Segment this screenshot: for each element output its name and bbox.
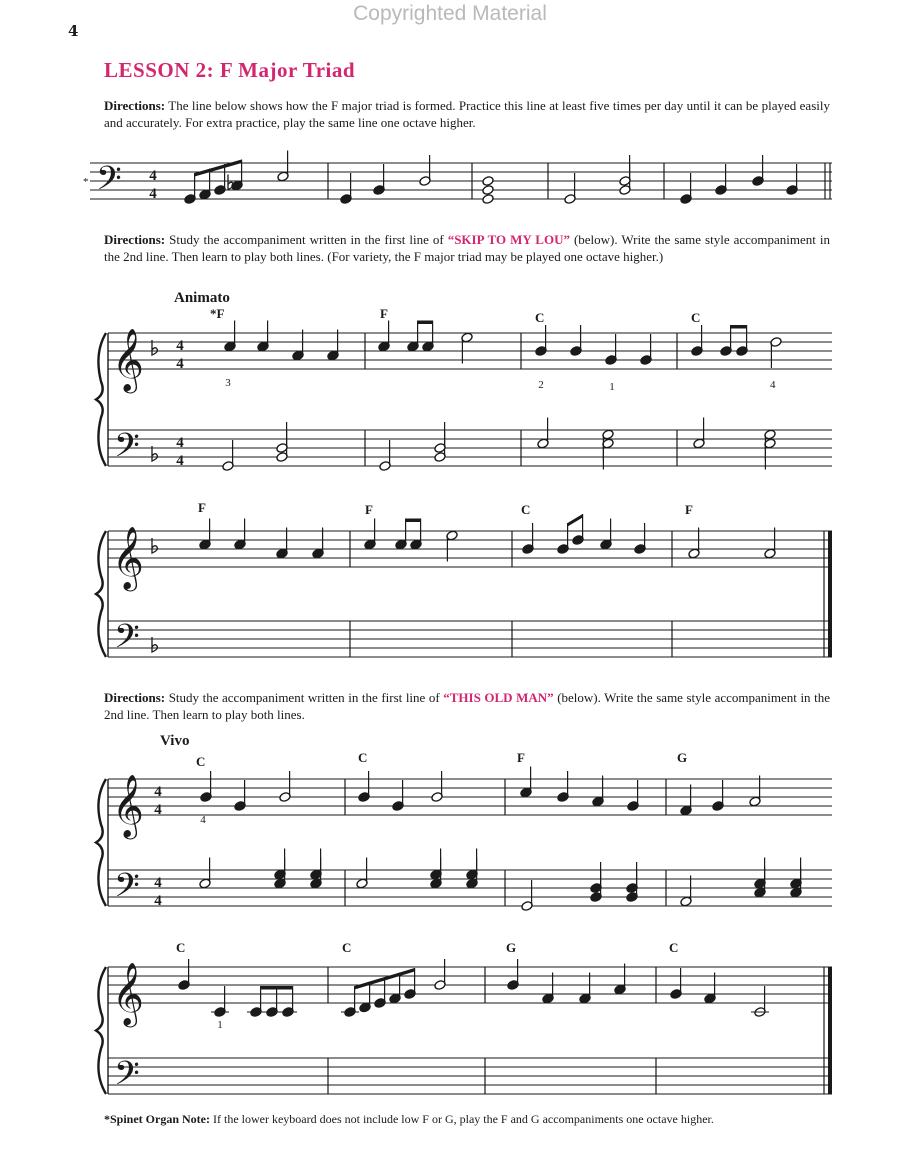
time-signature: 4 <box>154 893 162 909</box>
directions-text: (below). Write the same style accompaniment in the 2nd line. Then learn to play both lines. (For variety, the F major triad may be played one octave higher.) <box>104 232 830 264</box>
time-signature: 4 <box>176 453 184 469</box>
bass-clef: 𝄢 <box>96 160 122 206</box>
fingering: 3 <box>225 377 231 389</box>
chord-symbol: F <box>198 500 206 515</box>
chord-symbol: *F <box>210 306 225 321</box>
fingering: 1 <box>609 381 615 393</box>
time-signature: 4 <box>154 802 162 818</box>
note-head <box>482 185 494 196</box>
bass-clef: 𝄢 <box>114 867 140 913</box>
fingering: 2 <box>538 379 544 391</box>
treble-clef: 𝄞 <box>112 962 144 1025</box>
chord-symbol: F <box>380 306 388 321</box>
grand-staff-brace <box>96 333 106 466</box>
bass-clef: 𝄢 <box>114 618 140 664</box>
tempo-marking: Vivo <box>160 733 190 749</box>
treble-clef: 𝄞 <box>112 328 144 391</box>
footnote-label: *Spinet Organ Note: <box>104 1112 210 1126</box>
note-beam <box>195 160 242 177</box>
footnote-text: If the lower keyboard does not include low F or G, play the F and G accompaniments one octave higher. <box>210 1112 714 1126</box>
asterisk: * <box>83 176 89 188</box>
page-number: 4 <box>68 22 79 40</box>
fingering: 1 <box>217 1019 223 1031</box>
tempo-marking: Animato <box>174 290 230 306</box>
chord-symbol: G <box>506 940 517 955</box>
directions-text: Study the accompaniment written in the first line of <box>165 690 444 705</box>
chord-symbol: C <box>691 310 701 325</box>
bass-clef: 𝄢 <box>114 1055 140 1101</box>
footnote <box>104 1112 830 1127</box>
treble-clef: 𝄞 <box>112 526 144 589</box>
note-beam <box>731 325 747 329</box>
chord-symbol: C <box>176 940 186 955</box>
grand-staff-brace <box>96 531 106 657</box>
directions-text: Study the accompaniment written in the first line of <box>165 232 448 247</box>
directions-label: Directions: <box>104 690 166 705</box>
fingering: 4 <box>200 814 206 826</box>
chord-symbol: C <box>535 310 545 325</box>
time-signature: 4 <box>154 784 162 800</box>
chord-symbol: C <box>521 502 531 517</box>
directions-text: The line below shows how the F major triad is formed. Practice this line at least five times per day until it can be played easily and accurately. For extra practice, play the same line one octave higher. <box>104 98 830 130</box>
note-head <box>482 176 494 187</box>
song-title: “SKIP TO MY LOU” <box>447 232 570 247</box>
directions-label: Directions: <box>104 232 166 247</box>
time-signature: 4 <box>154 875 162 891</box>
time-signature: 4 <box>176 435 184 451</box>
chord-symbol: C <box>196 754 206 769</box>
chord-symbol: C <box>358 750 368 765</box>
time-signature: 4 <box>176 356 184 372</box>
chord-symbol: F <box>517 750 525 765</box>
chord-symbol: G <box>677 750 688 765</box>
note-beam <box>261 986 293 990</box>
chord-symbol: C <box>669 940 679 955</box>
note-beam <box>568 514 583 527</box>
grand-staff-brace <box>96 779 106 906</box>
note-beam <box>418 321 433 325</box>
flat-sign <box>228 175 233 190</box>
song-title: “THIS OLD MAN” <box>443 690 554 705</box>
time-signature: 4 <box>176 338 184 354</box>
directions-text: (below). Write the same style accompaniment in the 2nd line. Then learn to play both lines. <box>104 690 830 722</box>
chord-symbol: F <box>365 502 373 517</box>
directions-label: Directions: <box>104 98 166 113</box>
time-signature: 4 <box>149 186 157 202</box>
chord-symbol: F <box>685 502 693 517</box>
grand-staff-brace <box>96 967 106 1094</box>
time-signature: 4 <box>149 168 157 184</box>
note-head <box>482 194 494 205</box>
chord-symbol: C <box>342 940 352 955</box>
copyright-watermark: Copyrighted Material <box>353 2 547 25</box>
lesson-title: LESSON 2: F Major Triad <box>104 58 356 82</box>
bass-clef: 𝄢 <box>114 427 140 473</box>
fingering: 4 <box>770 379 776 391</box>
treble-clef: 𝄞 <box>112 774 144 837</box>
note-beam <box>406 519 421 523</box>
